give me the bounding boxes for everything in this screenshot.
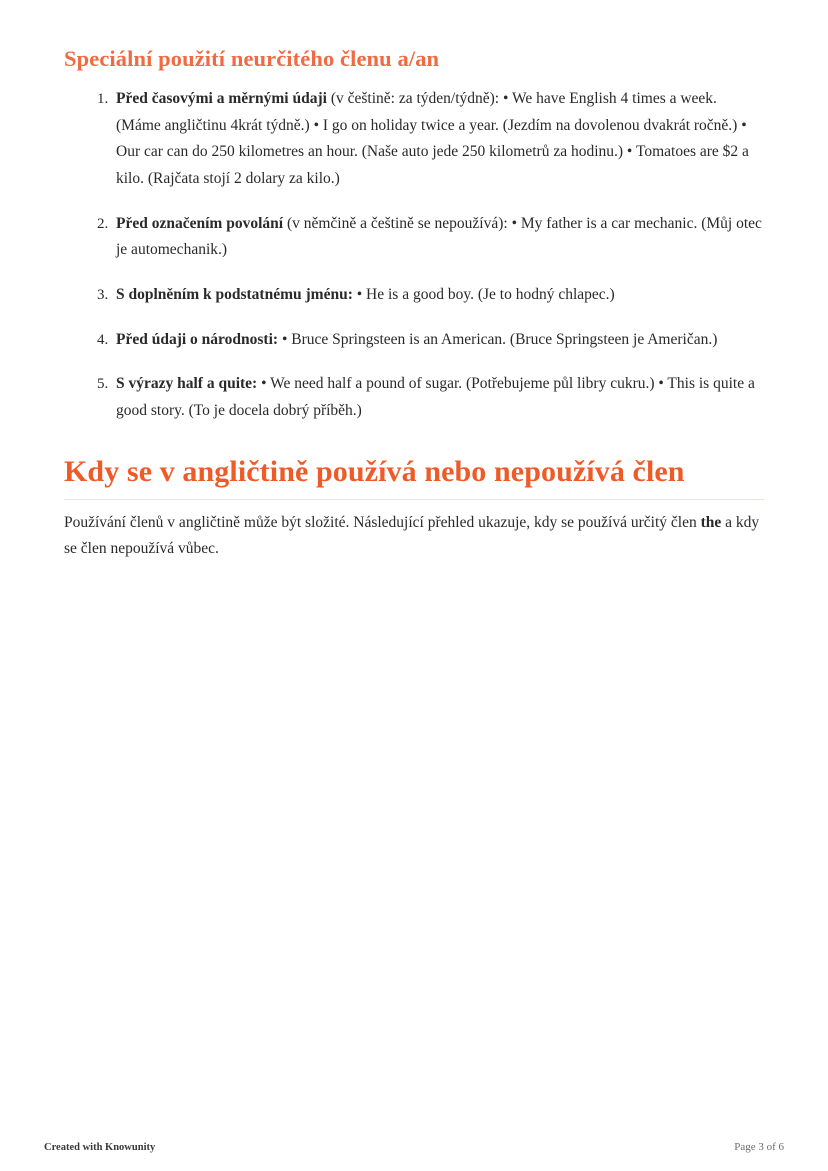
- list-item: [112, 86, 764, 193]
- list-item-body: (v češtině: za týden/týdně): • We have English 4 times a week. (Máme angličtinu 4krát týdně.) • I go on holiday twice a year. (Jezdím na dovolenou dvakrát ročně.) • Our car can do 250 kilometres an hour. (Naše auto jede 250 kilometrů za hodinu.) • Tomatoes are $2 a kilo. (Rajčata stojí 2 dolary za kilo.): [116, 90, 749, 187]
- list-item: [112, 211, 764, 264]
- list-item-body: • Bruce Springsteen is an American. (Bruce Springsteen je Američan.): [278, 330, 718, 348]
- list-item: [112, 282, 764, 309]
- list-item-lead: S doplněním k podstatnému jménu:: [116, 285, 353, 303]
- list-item-lead: S výrazy half a quite:: [116, 375, 258, 393]
- list-item: [112, 371, 764, 424]
- section-heading-article-usage: Kdy se v angličtině používá nebo nepoužívá člen: [64, 455, 764, 500]
- footer-credit: Created with Knowunity: [44, 1142, 156, 1153]
- page-footer: [0, 1141, 828, 1153]
- list-item-body: • He is a good boy. (Je to hodný chlapec.): [352, 285, 615, 303]
- paragraph-text-part2: a kdy se člen nepoužívá vůbec.: [64, 513, 760, 558]
- numbered-list: [64, 86, 764, 425]
- paragraph-text-part1: Používání členů v angličtině může být složité. Následující přehled ukazuje, kdy se používá určitý člen: [64, 513, 701, 531]
- list-item-lead: Před označením povolání: [116, 214, 284, 232]
- list-item-lead: Před údaji o národnosti:: [116, 330, 279, 348]
- section-heading-special-use: Speciální použití neurčitého členu a/an: [64, 46, 440, 71]
- footer-page-number: Page 3 of 6: [734, 1141, 784, 1153]
- list-item-lead: Před časovými a měrnými údaji: [116, 90, 327, 107]
- vertical-spacer: [64, 443, 764, 455]
- list-item-body: (v němčině a češtině se nepoužívá): • My father is a car mechanic. (Můj otec je automechanik.): [116, 214, 762, 259]
- intro-paragraph: [64, 510, 764, 563]
- paragraph-bold-the: the: [700, 513, 722, 531]
- list-item-body: • We need half a pound of sugar. (Potřebujeme půl libry cukru.) • This is quite a good story. (To je docela dobrý příběh.): [116, 375, 755, 419]
- list-item: [112, 327, 764, 354]
